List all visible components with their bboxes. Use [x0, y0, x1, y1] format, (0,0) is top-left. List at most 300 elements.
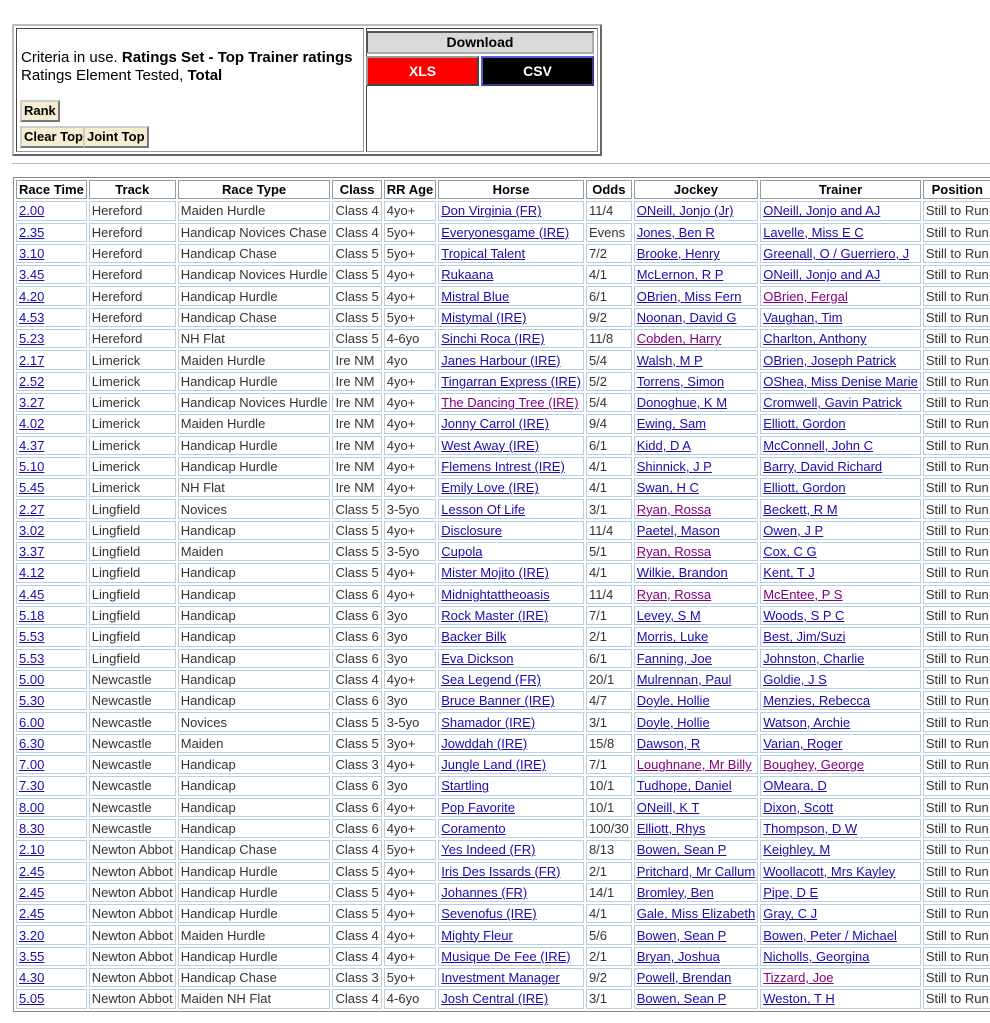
race-time-cell	[16, 862, 87, 881]
odds-cell: 4/1	[586, 563, 632, 582]
jockey-link[interactable]: Bryan, Joshua	[636, 948, 720, 964]
horse-link[interactable]: Cupola	[441, 544, 483, 560]
race-time-cell	[16, 755, 87, 774]
race-time-link[interactable]: 5.05	[19, 991, 45, 1007]
table-row	[16, 968, 990, 987]
horse-link[interactable]: Mistral Blue	[441, 288, 510, 304]
column-header-class[interactable]: Class	[332, 180, 381, 199]
horse-link[interactable]: Rukaana	[441, 267, 494, 283]
jockey-cell	[634, 286, 759, 305]
horse-link[interactable]: Flemens Intrest (IRE)	[441, 459, 565, 474]
jockey-link[interactable]: Bromley, Ben	[636, 884, 714, 900]
horse-link[interactable]: Sevenofus (IRE)	[441, 906, 537, 922]
race-time-link[interactable]: 2.27	[19, 501, 45, 517]
trainer-cell	[760, 585, 921, 604]
class-cell: Class 5	[332, 329, 381, 348]
trainer-link[interactable]: Elliott, Gordon	[763, 416, 846, 432]
column-header-position[interactable]: Position	[923, 180, 990, 199]
jockey-link[interactable]: Ryan, Rossa	[636, 544, 712, 560]
class-cell: Class 4	[332, 223, 381, 242]
race-time-link[interactable]: 2.52	[19, 373, 45, 389]
race-time-link[interactable]: 3.37	[19, 544, 45, 560]
column-header-odds[interactable]: Odds	[586, 180, 632, 199]
trainer-link[interactable]: Thompson, D W	[763, 821, 858, 837]
jockey-link[interactable]: Bowen, Sean P	[636, 927, 727, 943]
jockey-link[interactable]: Ryan, Rossa	[636, 501, 712, 517]
odds-cell: Evens	[586, 223, 632, 242]
trainer-cell	[760, 414, 921, 433]
trainer-link[interactable]: Elliott, Gordon	[763, 480, 846, 496]
trainer-link[interactable]: Bowen, Peter / Michael	[763, 927, 897, 943]
horse-link[interactable]: Musique De Fee (IRE)	[441, 948, 571, 964]
horse-cell	[438, 329, 584, 348]
race-time-link[interactable]: 8.00	[19, 799, 45, 815]
trainer-link[interactable]: Charlton, Anthony	[763, 331, 867, 347]
race-type-cell: Handicap Hurdle	[178, 904, 331, 923]
column-header-trainer[interactable]: Trainer	[760, 180, 921, 199]
trainer-link[interactable]: Johnston, Charlie	[763, 650, 865, 666]
position-cell: Still to Run	[923, 457, 990, 476]
ratings-set: Ratings Set - Top Trainer ratings	[121, 49, 353, 66]
horse-link[interactable]: Jonny Carrol (IRE)	[441, 416, 549, 432]
trainer-link[interactable]: Owen, J P	[763, 522, 824, 538]
trainer-cell	[760, 201, 921, 220]
horse-link[interactable]: Shamador (IRE)	[441, 714, 536, 730]
race-time-link[interactable]: 4.12	[19, 565, 45, 581]
horse-link[interactable]: Emily Love (IRE)	[441, 480, 539, 496]
jockey-link[interactable]: Bowen, Sean P	[636, 991, 727, 1007]
column-header-jockey[interactable]: Jockey	[634, 180, 759, 199]
race-time-link[interactable]: 7.30	[19, 778, 45, 794]
race-time-link[interactable]: 5.45	[19, 480, 45, 496]
race-time-link[interactable]: 4.30	[19, 970, 45, 986]
table-row	[16, 457, 990, 476]
jockey-link[interactable]: Mulrennan, Paul	[636, 671, 732, 687]
jockey-link[interactable]: Brooke, Henry	[636, 246, 720, 262]
race-time-cell	[16, 606, 87, 625]
odds-cell: 6/1	[586, 286, 632, 305]
trainer-cell	[760, 649, 921, 668]
jockey-cell	[634, 755, 759, 774]
race-time-link[interactable]: 7.00	[19, 757, 45, 773]
race-time-link[interactable]: 5.30	[19, 693, 45, 709]
race-type-cell: Handicap Hurdle	[178, 883, 331, 902]
trainer-link[interactable]: Kent, T J	[763, 565, 815, 581]
race-time-link[interactable]: 2.45	[19, 863, 45, 879]
race-time-link[interactable]: 4.53	[19, 309, 45, 325]
jockey-link[interactable]: OBrien, Miss Fern	[636, 288, 742, 304]
table-row	[16, 840, 990, 859]
column-header-rr-age[interactable]: RR Age	[384, 180, 436, 199]
odds-cell: 9/2	[586, 308, 632, 327]
race-time-cell	[16, 883, 87, 902]
jockey-link[interactable]: Morris, Luke	[636, 629, 709, 645]
jockey-link[interactable]: ONeill, K T	[636, 799, 700, 815]
track-cell: Newcastle	[89, 776, 176, 795]
race-time-link[interactable]: 3.45	[19, 267, 45, 283]
horse-link[interactable]: Janes Harbour (IRE)	[441, 352, 561, 368]
jockey-link[interactable]: Jones, Ben R	[636, 224, 715, 240]
race-type-cell: Handicap Chase	[178, 968, 331, 987]
race-time-link[interactable]: 4.20	[19, 288, 45, 304]
position-cell: Still to Run	[923, 883, 990, 902]
table-row	[16, 478, 990, 497]
odds-cell: 11/8	[586, 329, 632, 348]
jockey-link[interactable]: Tudhope, Daniel	[636, 778, 732, 794]
horse-link[interactable]: Jowddah (IRE)	[441, 735, 528, 751]
race-time-link[interactable]: 3.27	[19, 395, 45, 411]
horse-cell	[438, 499, 584, 518]
jockey-link[interactable]: Doyle, Hollie	[636, 714, 710, 730]
jockey-cell	[634, 819, 759, 838]
trainer-cell	[760, 478, 921, 497]
race-time-cell	[16, 350, 87, 369]
trainer-link[interactable]: Boughey, George	[763, 757, 865, 773]
trainer-link[interactable]: Weston, T H	[763, 991, 835, 1007]
race-type-cell: Handicap	[178, 691, 331, 710]
horse-link[interactable]: Yes Indeed (FR)	[441, 842, 536, 858]
trainer-cell	[760, 223, 921, 242]
horse-link[interactable]: The Dancing Tree (IRE)	[441, 395, 579, 411]
jockey-link[interactable]: Gale, Miss Elizabeth	[636, 906, 756, 922]
trainer-cell	[760, 989, 921, 1008]
jockey-cell	[634, 649, 759, 668]
race-time-link[interactable]: 2.17	[19, 352, 45, 368]
race-time-cell	[16, 968, 87, 987]
race-type-cell: Maiden	[178, 734, 331, 753]
jockey-cell	[634, 776, 759, 795]
position-cell: Still to Run	[923, 734, 990, 753]
trainer-link[interactable]: OBrien, Fergal	[763, 288, 848, 304]
odds-cell: 4/1	[586, 265, 632, 284]
race-time-link[interactable]: 3.02	[19, 522, 45, 538]
trainer-link[interactable]: Dixon, Scott	[763, 799, 834, 815]
horse-link[interactable]: Jungle Land (IRE)	[441, 757, 547, 773]
position-cell: Still to Run	[923, 308, 990, 327]
rr-age-cell: 4yo+	[384, 436, 436, 455]
horse-link[interactable]: Lesson Of Life	[441, 501, 526, 517]
trainer-link[interactable]: Varian, Roger	[763, 735, 843, 751]
horse-link[interactable]: Mister Mojito (IRE)	[441, 565, 549, 581]
horse-link[interactable]: Pop Favorite	[441, 799, 515, 815]
horse-cell	[438, 734, 584, 753]
odds-cell: 5/2	[586, 372, 632, 391]
race-time-cell	[16, 521, 87, 540]
odds-cell: 5/1	[586, 542, 632, 561]
trainer-link[interactable]: OShea, Miss Denise Marie	[763, 373, 918, 389]
horse-link[interactable]: Josh Central (IRE)	[441, 991, 549, 1007]
jockey-link[interactable]: Paetel, Mason	[636, 522, 720, 538]
table-row	[16, 755, 990, 774]
race-time-cell	[16, 904, 87, 923]
horse-link[interactable]: Iris Des Issards (FR)	[441, 863, 561, 879]
jockey-cell	[634, 265, 759, 284]
table-row	[16, 414, 990, 433]
horse-cell	[438, 819, 584, 838]
rr-age-cell: 5yo+	[384, 223, 436, 242]
rank-button[interactable]: Rank	[20, 100, 60, 122]
trainer-cell	[760, 627, 921, 646]
race-type-cell: Maiden	[178, 542, 331, 561]
jockey-link[interactable]: Noonan, David G	[636, 309, 737, 325]
horse-cell	[438, 244, 584, 263]
jockey-link[interactable]: Bowen, Sean P	[636, 842, 727, 858]
trainer-cell	[760, 457, 921, 476]
rr-age-cell: 5yo+	[384, 968, 436, 987]
race-time-link[interactable]: 8.30	[19, 821, 45, 837]
horse-link[interactable]: Tingarran Express (IRE)	[441, 373, 581, 389]
trainer-link[interactable]: Cox, C G	[763, 544, 817, 560]
race-time-cell	[16, 840, 87, 859]
column-header-horse[interactable]: Horse	[438, 180, 584, 199]
horse-link[interactable]: Don Virginia (FR)	[441, 203, 542, 219]
trainer-link[interactable]: Goldie, J S	[763, 671, 827, 687]
jockey-link[interactable]: Wilkie, Brandon	[636, 565, 728, 581]
jockey-cell	[634, 968, 759, 987]
race-time-link[interactable]: 6.00	[19, 714, 45, 730]
table-row	[16, 329, 990, 348]
column-header-track[interactable]: Track	[89, 180, 176, 199]
race-time-link[interactable]: 2.45	[19, 906, 45, 922]
trainer-link[interactable]: Beckett, R M	[763, 501, 838, 517]
track-cell: Lingfield	[89, 499, 176, 518]
trainer-link[interactable]: Watson, Archie	[763, 714, 851, 730]
trainer-link[interactable]: Nicholls, Georgina	[763, 948, 870, 964]
track-cell: Limerick	[89, 350, 176, 369]
position-cell: Still to Run	[923, 712, 990, 731]
trainer-link[interactable]: OBrien, Joseph Patrick	[763, 352, 897, 368]
trainer-link[interactable]: OMeara, D	[763, 778, 827, 794]
jockey-link[interactable]: Swan, H C	[636, 480, 699, 496]
jockey-cell	[634, 478, 759, 497]
rr-age-cell: 4yo+	[384, 478, 436, 497]
horse-cell	[438, 691, 584, 710]
jockey-cell	[634, 798, 759, 817]
jockey-link[interactable]: Loughnane, Mr Billy	[636, 757, 752, 773]
clear-top-button[interactable]: Clear Top	[20, 126, 87, 148]
odds-cell: 4/1	[586, 478, 632, 497]
horse-link[interactable]: Backer Bilk	[441, 629, 507, 645]
race-time-link[interactable]: 5.23	[19, 331, 45, 347]
trainer-link[interactable]: Menzies, Rebecca	[763, 693, 871, 709]
race-time-link[interactable]: 5.53	[19, 650, 45, 666]
race-type-cell: Handicap	[178, 585, 331, 604]
horse-link[interactable]: Sea Legend (FR)	[441, 671, 541, 687]
horse-cell	[438, 883, 584, 902]
jockey-link[interactable]: Ewing, Sam	[636, 416, 707, 432]
xls-download-button[interactable]: XLS	[366, 56, 479, 86]
jockey-link[interactable]: Doyle, Hollie	[636, 693, 710, 709]
race-time-link[interactable]: 5.18	[19, 608, 45, 624]
race-time-cell	[16, 308, 87, 327]
track-cell: Newton Abbot	[89, 989, 176, 1008]
jockey-link[interactable]: ONeill, Jonjo (Jr)	[636, 203, 734, 219]
horse-cell	[438, 904, 584, 923]
jockey-cell	[634, 436, 759, 455]
odds-cell: 5/4	[586, 350, 632, 369]
track-cell: Hereford	[89, 265, 176, 284]
position-cell: Still to Run	[923, 840, 990, 859]
trainer-link[interactable]: McConnell, John C	[763, 437, 874, 453]
trainer-link[interactable]: Pipe, D E	[763, 884, 819, 900]
horse-link[interactable]: Disclosure	[441, 522, 502, 538]
rr-age-cell: 4yo	[384, 350, 436, 369]
class-cell: Class 6	[332, 819, 381, 838]
trainer-cell	[760, 670, 921, 689]
table-row	[16, 925, 990, 944]
table-row	[16, 436, 990, 455]
jockey-link[interactable]: Cobden, Harry	[636, 331, 722, 347]
horse-link[interactable]: Coramento	[441, 821, 506, 837]
position-cell: Still to Run	[923, 436, 990, 455]
horse-link[interactable]: Bruce Banner (IRE)	[441, 693, 555, 709]
trainer-cell	[760, 244, 921, 263]
jockey-link[interactable]: Fanning, Joe	[636, 650, 712, 666]
trainer-link[interactable]: Tizzard, Joe	[763, 970, 834, 986]
jockey-link[interactable]: Walsh, M P	[636, 352, 703, 368]
race-type-cell: Novices	[178, 712, 331, 731]
track-cell: Limerick	[89, 436, 176, 455]
race-time-link[interactable]: 3.20	[19, 927, 45, 943]
jockey-cell	[634, 691, 759, 710]
trainer-link[interactable]: Lavelle, Miss E C	[763, 224, 864, 240]
trainer-link[interactable]: Cromwell, Gavin Patrick	[763, 395, 902, 411]
horse-link[interactable]: Tropical Talent	[441, 246, 526, 262]
csv-download-button[interactable]: CSV	[481, 56, 594, 86]
horse-link[interactable]: Rock Master (IRE)	[441, 608, 549, 624]
race-time-link[interactable]: 3.55	[19, 948, 45, 964]
race-type-cell: Handicap Novices Chase	[178, 223, 331, 242]
download-panel	[366, 31, 594, 86]
rr-age-cell: 4yo+	[384, 819, 436, 838]
horse-cell	[438, 436, 584, 455]
race-time-link[interactable]: 2.10	[19, 842, 45, 858]
race-time-link[interactable]: 5.10	[19, 459, 45, 474]
race-time-link[interactable]: 2.45	[19, 884, 45, 900]
class-cell: Class 5	[332, 244, 381, 263]
race-time-cell	[16, 499, 87, 518]
jockey-link[interactable]: Torrens, Simon	[636, 373, 725, 389]
odds-cell: 4/7	[586, 691, 632, 710]
table-row	[16, 776, 990, 795]
horse-cell	[438, 862, 584, 881]
trainer-link[interactable]: Woods, S P C	[763, 608, 845, 624]
trainer-link[interactable]: ONeill, Jonjo and AJ	[763, 267, 881, 283]
race-time-link[interactable]: 4.37	[19, 437, 45, 453]
table-row	[16, 308, 990, 327]
race-time-link[interactable]: 3.10	[19, 246, 45, 262]
trainer-cell	[760, 776, 921, 795]
jockey-cell	[634, 201, 759, 220]
horse-link[interactable]: Startling	[441, 778, 489, 794]
jockey-link[interactable]: Pritchard, Mr Callum	[636, 863, 756, 879]
position-cell: Still to Run	[923, 776, 990, 795]
jockey-link[interactable]: Dawson, R	[636, 735, 701, 751]
jockey-link[interactable]: Kidd, D A	[636, 437, 691, 453]
track-cell: Newton Abbot	[89, 904, 176, 923]
race-time-link[interactable]: 6.30	[19, 735, 45, 751]
trainer-link[interactable]: Greenall, O / Guerriero, J	[763, 246, 910, 262]
race-time-link[interactable]: 2.00	[19, 203, 45, 219]
column-header-race-time[interactable]: Race Time	[16, 180, 87, 199]
table-row	[16, 521, 990, 540]
position-cell: Still to Run	[923, 627, 990, 646]
class-cell: Class 6	[332, 606, 381, 625]
column-header-race-type[interactable]: Race Type	[178, 180, 331, 199]
horse-link[interactable]: West Away (IRE)	[441, 437, 540, 453]
horse-link[interactable]: Mighty Fleur	[441, 927, 513, 943]
rr-age-cell: 3-5yo	[384, 712, 436, 731]
trainer-link[interactable]: McEntee, P S	[763, 586, 843, 602]
position-cell: Still to Run	[923, 499, 990, 518]
jockey-link[interactable]: Ryan, Rossa	[636, 586, 712, 602]
race-time-cell	[16, 819, 87, 838]
trainer-link[interactable]: Gray, C J	[763, 906, 818, 922]
race-time-link[interactable]: 2.35	[19, 224, 45, 240]
jockey-cell	[634, 393, 759, 412]
horse-link[interactable]: Johannes (FR)	[441, 884, 528, 900]
jockey-link[interactable]: Shinnick, J P	[636, 459, 712, 474]
horse-cell	[438, 798, 584, 817]
jockey-link[interactable]: Levey, S M	[636, 608, 701, 624]
trainer-cell	[760, 563, 921, 582]
table-row	[16, 862, 990, 881]
jockey-cell	[634, 414, 759, 433]
trainer-link[interactable]: Keighley, M	[763, 842, 831, 858]
rr-age-cell: 4yo+	[384, 393, 436, 412]
jockey-link[interactable]: Elliott, Rhys	[636, 821, 706, 837]
divider	[12, 163, 990, 164]
race-time-link[interactable]: 4.02	[19, 416, 45, 432]
table-row	[16, 372, 990, 391]
race-type-cell: Maiden Hurdle	[178, 925, 331, 944]
jockey-link[interactable]: Donoghue, K M	[636, 395, 728, 411]
race-type-cell: Handicap Novices Hurdle	[178, 265, 331, 284]
jockey-cell	[634, 223, 759, 242]
trainer-link[interactable]: Best, Jim/Suzi	[763, 629, 846, 645]
horse-link[interactable]: Eva Dickson	[441, 650, 514, 666]
horse-link[interactable]: Investment Manager	[441, 970, 560, 986]
race-time-cell	[16, 478, 87, 497]
horse-link[interactable]: Sinchi Roca (IRE)	[441, 331, 545, 347]
race-time-cell	[16, 414, 87, 433]
rr-age-cell: 3yo	[384, 776, 436, 795]
horse-link[interactable]: Midnightattheoasis	[441, 586, 550, 602]
trainer-link[interactable]: Barry, David Richard	[763, 459, 883, 474]
race-time-link[interactable]: 5.53	[19, 629, 45, 645]
race-time-link[interactable]: 5.00	[19, 671, 45, 687]
position-cell: Still to Run	[923, 393, 990, 412]
trainer-link[interactable]: ONeill, Jonjo and AJ	[763, 203, 881, 219]
trainer-cell	[760, 883, 921, 902]
race-type-cell: NH Flat	[178, 329, 331, 348]
position-cell: Still to Run	[923, 414, 990, 433]
class-cell: Class 5	[332, 499, 381, 518]
class-cell: Ire NM	[332, 478, 381, 497]
trainer-link[interactable]: Vaughan, Tim	[763, 309, 843, 325]
trainer-link[interactable]: Woollacott, Mrs Kayley	[763, 863, 896, 879]
track-cell: Lingfield	[89, 585, 176, 604]
odds-cell: 20/1	[586, 670, 632, 689]
jockey-link[interactable]: McLernon, R P	[636, 267, 724, 283]
joint-top-button[interactable]: Joint Top	[83, 126, 149, 148]
horse-link[interactable]: Mistymal (IRE)	[441, 309, 527, 325]
race-type-cell: Handicap	[178, 776, 331, 795]
jockey-link[interactable]: Powell, Brendan	[636, 970, 732, 986]
table-row	[16, 670, 990, 689]
horse-link[interactable]: Everyonesgame (IRE)	[441, 224, 570, 240]
race-time-link[interactable]: 4.45	[19, 586, 45, 602]
